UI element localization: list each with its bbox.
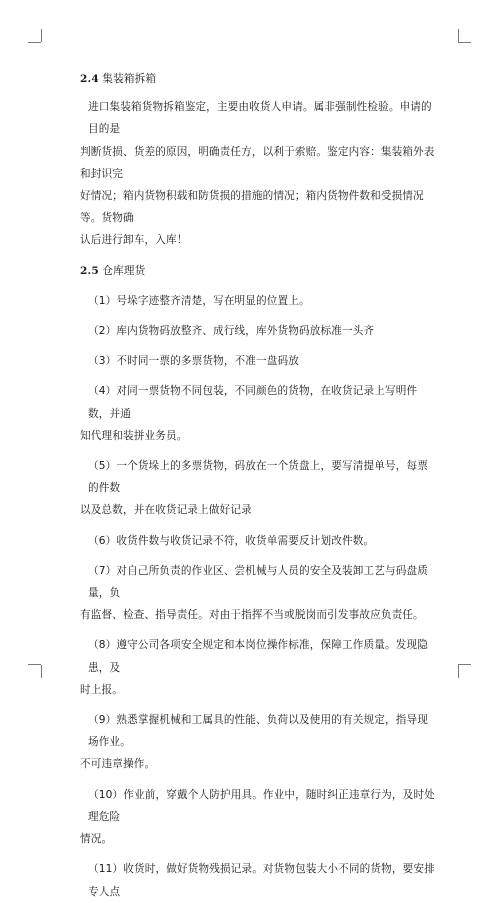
list-item	[80, 858, 436, 902]
crop-mark-bottom-left-h	[28, 664, 41, 665]
list-item-line: （10）作业前，穿戴个人防护用具。作业中，随时纠正违章行为，及时处理危险	[88, 788, 435, 823]
crop-mark-bottom-left-v	[41, 665, 42, 678]
list-item-line: （2）库内货物码放整齐、成行线，库外货物码放标准一头齐	[88, 325, 375, 338]
crop-mark-top-left-v	[41, 29, 42, 42]
paragraph-container-unpacking	[80, 96, 436, 251]
list-item	[80, 784, 436, 851]
crop-mark-top-right-v	[458, 29, 459, 42]
list-item-line: （4）对同一票货物不同包装，不同颜色的货物，在收货记录上写明件数，并通	[88, 385, 418, 420]
list-item	[80, 350, 436, 372]
paragraph-line: 好情况；箱内货物积载和防货损的措施的情况；箱内货物件数和受损情况等。货物确	[80, 190, 424, 225]
warehouse-tally-list	[80, 290, 436, 903]
list-item	[80, 455, 436, 522]
list-item-line: 有监督、检查、指导责任。对由于指挥不当或脱岗而引发事故应负责任。	[80, 609, 424, 622]
crop-mark-bottom-right-v	[458, 665, 459, 678]
list-item-line: （5）一个货垛上的多票货物，码放在一个货盘上，要写清提单号，每票的件数	[88, 460, 428, 495]
section-number: 2.4	[80, 73, 99, 85]
list-item-line: 知代理和装拼业务员。	[80, 429, 188, 442]
section-heading-2-5	[80, 260, 436, 282]
list-item-line: （6）收货件数与收货记录不符，收货单需要反计划改件数。	[88, 534, 375, 547]
document-body	[80, 68, 436, 903]
paragraph-line: 认后进行卸车，入库！	[80, 234, 188, 247]
section-title: 集装箱拆箱	[102, 73, 157, 85]
list-item-line: （3）不时同一票的多票货物，不准一盘码放	[88, 355, 300, 368]
paragraph-line: 进口集装箱货物拆箱鉴定，主要由收货人申请。属非强制性检验。申请的目的是	[88, 101, 432, 136]
section-heading-2-4	[80, 68, 436, 90]
list-item	[80, 530, 436, 552]
list-item	[80, 709, 436, 776]
list-item-line: 时上报。	[80, 683, 123, 696]
list-item	[80, 380, 436, 447]
list-item-line: （8）遵守公司各项安全规定和本岗位操作标准，保障工作质量。发现隐患，及	[88, 639, 428, 674]
section-title: 仓库理货	[102, 264, 146, 277]
section-number: 2.5	[80, 264, 99, 277]
list-item	[80, 634, 436, 701]
list-item	[80, 320, 436, 342]
list-item-line: 以及总数，并在收货记录上做好记录	[80, 504, 252, 517]
paragraph-line: 判断货损、货差的原因，明确责任方，以利于索赔。鉴定内容：集装箱外表和封识完	[80, 145, 435, 180]
list-item-line: （1）号垛字迹整齐清楚，写在明显的位置上。	[88, 294, 310, 307]
list-item-line: 情况。	[80, 833, 113, 846]
crop-mark-top-left-h	[28, 42, 41, 43]
list-item-line: 不可违章操作。	[80, 758, 156, 771]
list-item-line: （7）对自己所负责的作业区、尝机械与人员的安全及装卸工艺与码盘质量，负	[88, 564, 428, 600]
list-item-line: （11）收货时，做好货物残损记录。对货物包装大小不同的货物，要安排专人点	[88, 863, 435, 898]
crop-mark-top-right-h	[458, 42, 471, 43]
crop-mark-bottom-right-h	[458, 664, 471, 665]
list-item-line: （9）熟悉掌握机械和工属具的性能、负荷以及使用的有关规定，指导现场作业。	[88, 714, 428, 749]
list-item	[80, 290, 436, 312]
list-item	[80, 560, 436, 627]
